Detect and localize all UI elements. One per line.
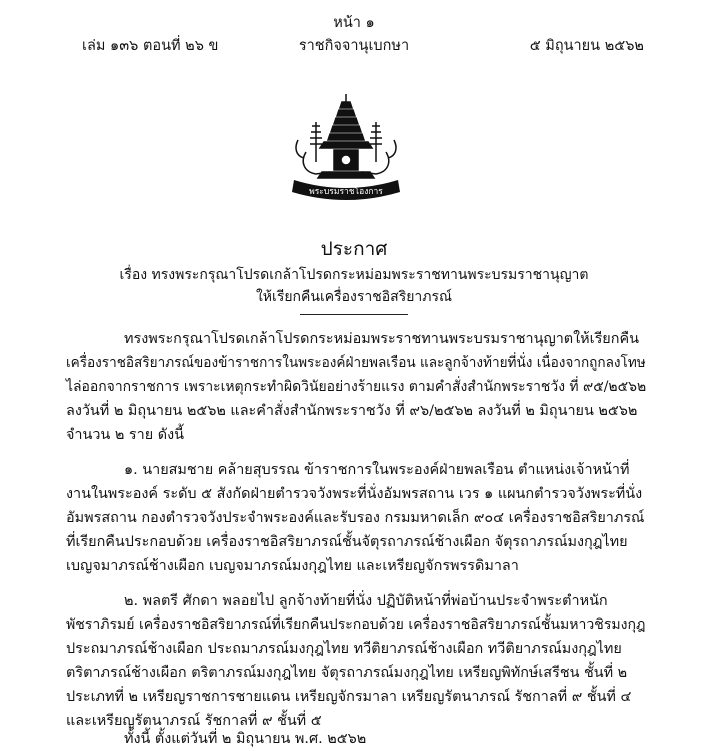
subject-line-1: เรื่อง ทรงพระกรุณาโปรดเกล้าโปรดกระหม่อมพระราชทานพระบรมราชานุญาต <box>119 267 589 283</box>
publish-date: ๕ มิถุนายน ๒๕๖๒ <box>529 38 644 54</box>
body-line: ไล่ออกจากราชการ เพราะเหตุกระทำผิดวินัยอย่างร้ายแรง ตามคำสั่งสำนักพระราชวัง ที่ ๙๕/๒๕๖๒ <box>66 379 647 395</box>
emblem-ribbon-text: พระบรมราชโองการ <box>309 187 383 197</box>
body-line: ตริตาภรณ์ช้างเผือก ตริตาภรณ์มงกุฎไทย จัตุรถาภรณ์มงกุฎไทย เหรียญพิทักษ์เสรีชน ชั้นที่ ๒ <box>66 665 628 681</box>
body-line: พัชราภิรมย์ เครื่องราชอิสริยาภรณ์ที่เรียกคืนประกอบด้วย เครื่องราชอิสริยาภรณ์ชั้นมหาวชิรมงกุฎ <box>66 617 646 633</box>
body-line: งานในพระองค์ ระดับ ๕ สังกัดฝ่ายตำรวจวังพระที่นั่งอัมพรสถาน เวร ๑ แผนกตำรวจวังพระที่นั่ง <box>66 486 643 502</box>
subject-line-2: ให้เรียกคืนเครื่องราชอิสริยาภรณ์ <box>255 289 453 305</box>
page-number: หน้า ๑ <box>333 15 375 31</box>
body-line: ลงวันที่ ๒ มิถุนายน ๒๕๖๒ และคำสั่งสำนักพระราชวัง ที่ ๙๖/๒๕๖๒ ลงวันที่ ๒ มิถุนายน ๒๕๖๒ <box>66 403 638 419</box>
body-line: ทรงพระกรุณาโปรดเกล้าโปรดกระหม่อมพระราชทานพระบรมราชานุญาตให้เรียกคืน <box>124 331 639 347</box>
volume-info: เล่ม ๑๓๖ ตอนที่ ๒๖ ข <box>82 38 219 54</box>
body-line: และเหรียญรัตนาภรณ์ รัชกาลที่ ๙ ชั้นที่ ๕ <box>66 713 322 729</box>
body-line: อัมพรสถาน กองตำรวจวังประจำพระองค์และรับรอง กรมมหาดเล็ก ๙๐๔ เครื่องราชอิสริยาภรณ์ <box>66 510 645 526</box>
body-line: เครื่องราชอิสริยาภรณ์ของข้าราชการในพระองค์ฝ่ายพลเรือน และลูกจ้างท้ายที่นั่ง เนื่องจากถูกลงโทษ <box>66 355 646 371</box>
body-line: ๑. นายสมชาย คล้ายสุบรรณ ข้าราชการในพระองค์ฝ่ายพลเรือน ตำแหน่งเจ้าหน้าที่ <box>124 462 630 478</box>
document-title: ประกาศ <box>320 238 388 260</box>
body-line: เบญจมาภรณ์ช้างเผือก เบญจมาภรณ์มงกุฎไทย และเหรียญจักรพรรดิมาลา <box>66 558 519 574</box>
body-line: จำนวน ๒ ราย ดังนี้ <box>66 427 184 443</box>
body-line: ทั้งนี้ ตั้งแต่วันที่ ๒ มิถุนายน พ.ศ. ๒๕๖๒ <box>124 731 367 747</box>
title-divider <box>300 314 408 315</box>
gazette-name: ราชกิจจานุเบกษา <box>298 38 410 54</box>
body-line: ประเภทที่ ๒ เหรียญราชการชายแดน เหรียญจักรมาลา เหรียญรัตนาภรณ์ รัชกาลที่ ๙ ชั้นที่ ๔ <box>66 689 632 705</box>
body-line: ประถมาภรณ์ช้างเผือก ประถมาภรณ์มงกุฎไทย ทวีติยาภรณ์ช้างเผือก ทวีติยาภรณ์มงกุฎไทย <box>66 641 622 657</box>
body-line: ๒. พลตรี ศักดา พลอยไป ลูกจ้างท้ายที่นั่ง ปฏิบัติหน้าที่พ่อบ้านประจำพระตำหนัก <box>124 593 608 609</box>
royal-emblem-icon <box>286 92 406 202</box>
body-line: ที่เรียกคืนประกอบด้วย เครื่องราชอิสริยาภรณ์ชั้นจัตุรถาภรณ์ช้างเผือก จัตุรถาภรณ์มงกุฎไทย <box>66 534 628 550</box>
